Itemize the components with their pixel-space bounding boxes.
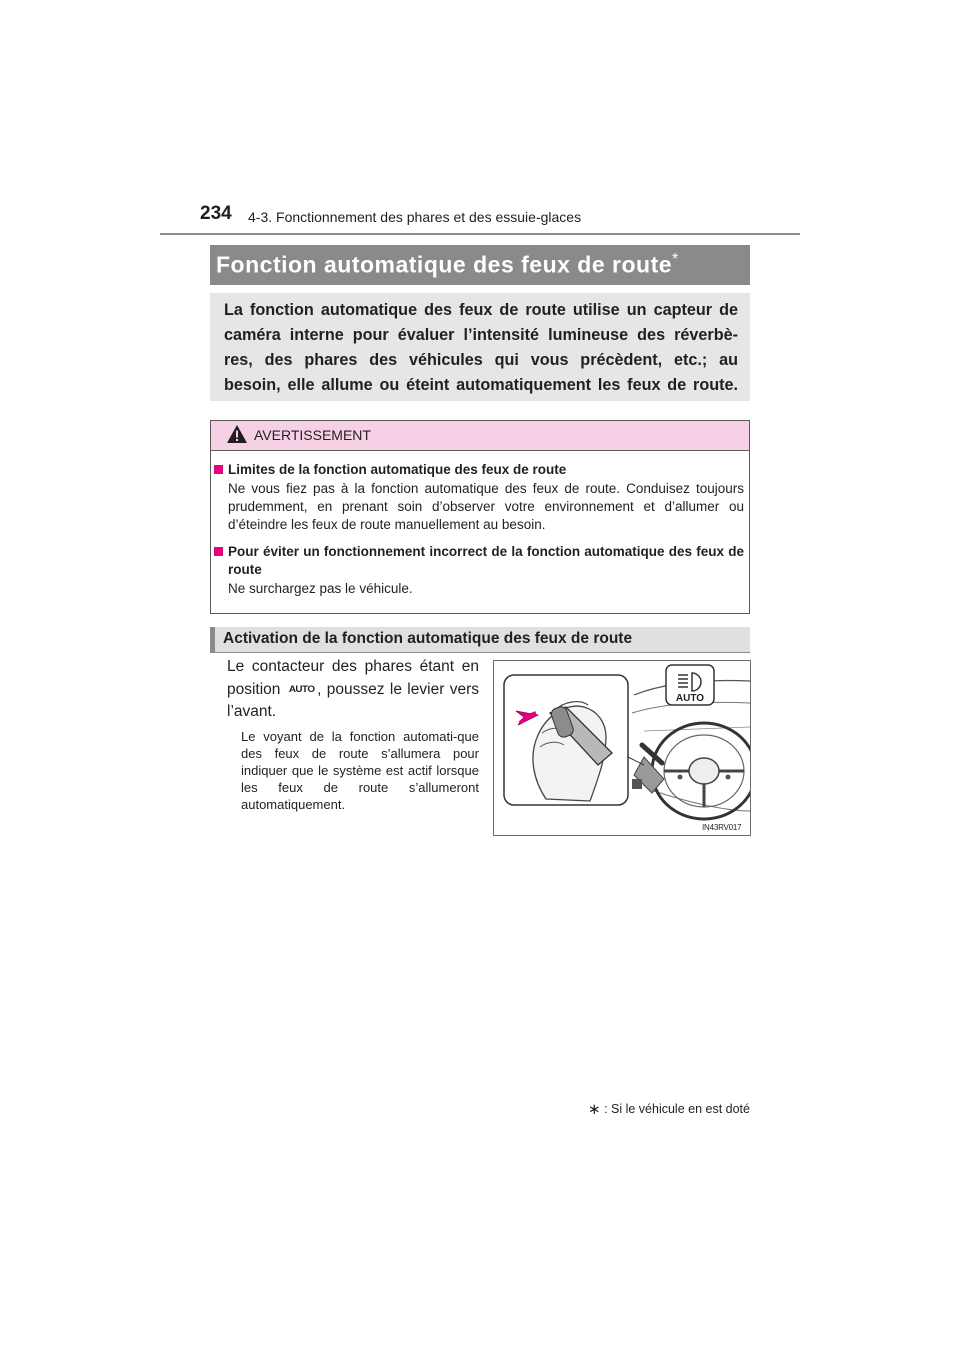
warning-item-title: Limites de la fonction automatique des feux de route bbox=[214, 461, 744, 479]
footnote bbox=[588, 1100, 750, 1118]
activation-instruction bbox=[227, 656, 479, 723]
warning-label: AVERTISSEMENT bbox=[254, 427, 371, 443]
intro-text bbox=[224, 298, 738, 398]
warning-item-text: Ne vous fiez pas à la fonction automatique des feux de route. Conduisez toujours prudemment, en prenant soin d’observer votre environnement et d’allumer ou d’éteindre les feux de route manuellement au besoin. bbox=[228, 481, 744, 532]
intro-line: La fonction automatique des feux de route utilise un capteur de bbox=[224, 301, 738, 319]
page-title-text: Fonction automatique des feux de route bbox=[216, 251, 673, 278]
illustration-code: IN43RV017 bbox=[702, 823, 742, 832]
warning-item-text: Ne surchargez pas le véhicule. bbox=[228, 581, 413, 596]
intro-line: besoin, elle allume ou éteint automatiquement les feux de route. bbox=[224, 376, 738, 394]
page-number: 234 bbox=[200, 203, 232, 224]
footnote-text: : Si le véhicule en est doté bbox=[604, 1102, 750, 1116]
instruction-text-end: , poussez le levier vers l’avant. bbox=[227, 681, 479, 720]
lever-illustration-drawing bbox=[494, 661, 750, 835]
lever-illustration bbox=[493, 660, 751, 836]
footnote-asterisk: ∗ bbox=[588, 1101, 601, 1118]
page-title bbox=[216, 251, 679, 279]
warning-triangle-icon bbox=[226, 424, 248, 444]
warning-item-title: Pour éviter un fonctionnement incorrect de la fonction automatique des feux de route bbox=[214, 543, 744, 579]
activation-note: Le voyant de la fonction automati-que des feux de route s’allumera pour indiquer que le système est actif lorsque les feux de route s’allumeront automatiquement. bbox=[241, 729, 479, 812]
warning-body bbox=[214, 461, 744, 607]
intro-line: res, des phares des véhicules qui vous précèdent, etc.; au bbox=[224, 351, 738, 369]
subsection-accent bbox=[210, 627, 215, 652]
title-asterisk: * bbox=[672, 251, 679, 268]
subsection-title: Activation de la fonction automatique des feux de route bbox=[223, 630, 633, 647]
section-reference: 4-3. Fonctionnement des phares et des essuie-glaces bbox=[248, 209, 582, 225]
intro-line: caméra interne pour évaluer l’intensité lumineuse des réverbè- bbox=[224, 326, 738, 344]
indicator-auto-label: AUTO bbox=[675, 693, 705, 704]
instruction-text-start: Le contacteur des phares étant en position bbox=[227, 658, 479, 698]
auto-position-symbol: AUTO bbox=[288, 684, 315, 694]
header-divider bbox=[160, 233, 800, 235]
